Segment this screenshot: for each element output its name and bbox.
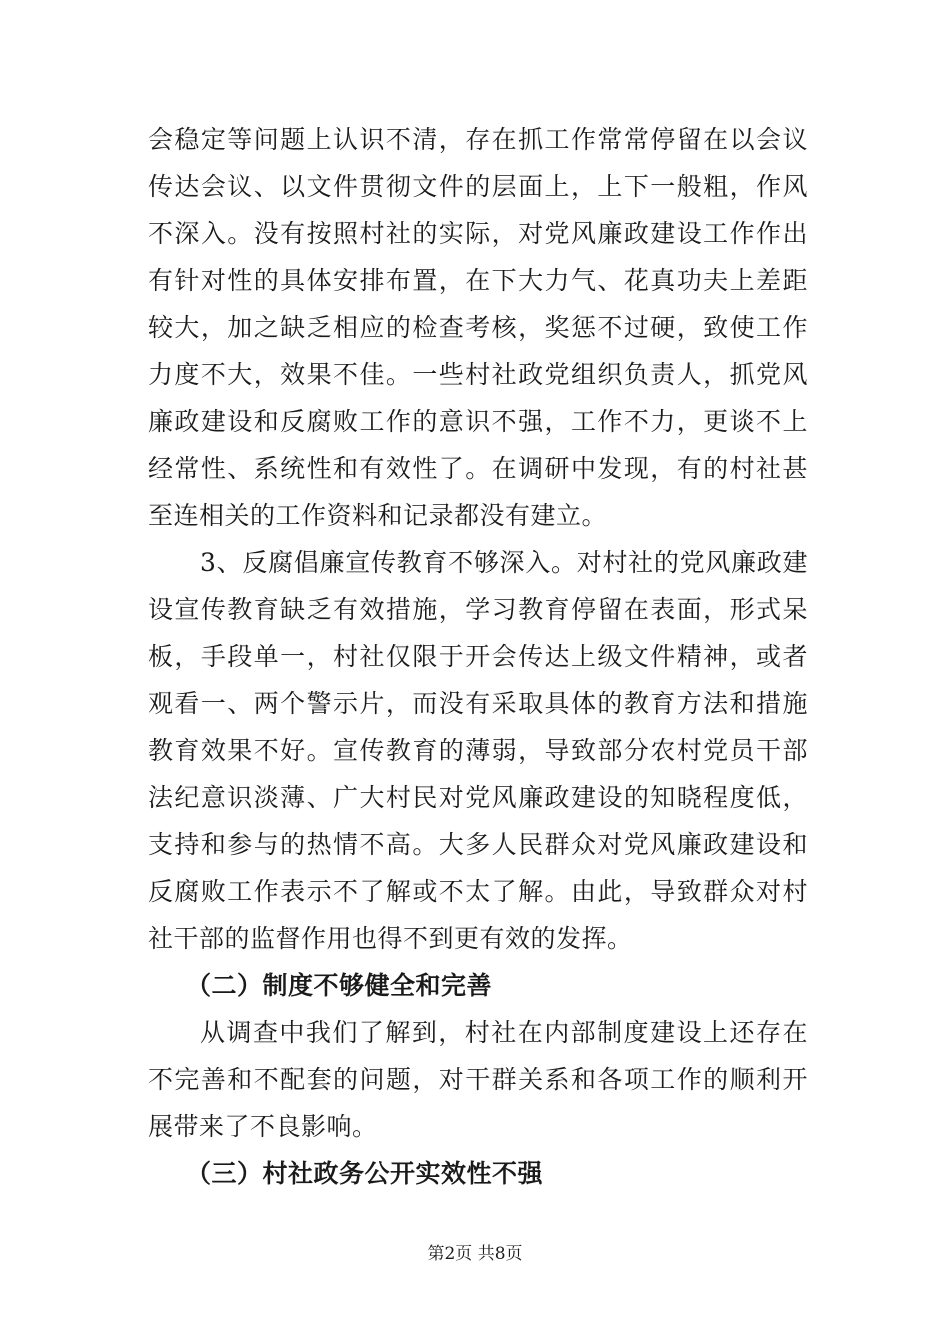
paragraph-2-line-3: 板，手段单一，村社仅限于开会传达上级文件精神，或者	[148, 642, 808, 671]
paragraph-2-line-5: 教育效果不好。宣传教育的薄弱，导致部分农村党员干部	[148, 736, 808, 765]
paragraph-1-line-5: 较大，加之缺乏相应的检查考核，奖惩不过硬，致使工作	[148, 313, 808, 342]
section-heading-2: （二）制度不够健全和完善	[186, 971, 493, 1000]
paragraph-2-line-1: 3、反腐倡廉宣传教育不够深入。对村社的党风廉政建	[200, 548, 808, 577]
paragraph-3-line-1: 从调查中我们了解到，村社在内部制度建设上还存在	[200, 1018, 808, 1047]
paragraph-1-line-4: 有针对性的具体安排布置，在下大力气、花真功夫上差距	[148, 266, 808, 295]
paragraph-1-line-2: 传达会议、以文件贯彻文件的层面上，上下一般粗，作风	[148, 172, 808, 201]
paragraph-1-line-3: 不深入。没有按照村社的实际，对党风廉政建设工作作出	[148, 219, 808, 248]
paragraph-1-line-9: 至连相关的工作资料和记录都没有建立。	[148, 501, 608, 530]
paragraph-2-line-2: 设宣传教育缺乏有效措施，学习教育停留在表面，形式呆	[148, 595, 808, 624]
paragraph-2-line-8: 反腐败工作表示不了解或不太了解。由此，导致群众对村	[148, 877, 808, 906]
paragraph-2-line-4: 观看一、两个警示片，而没有采取具体的教育方法和措施	[148, 689, 808, 718]
paragraph-1-line-6: 力度不大，效果不佳。一些村社政党组织负责人，抓党风	[148, 360, 808, 389]
paragraph-1-line-7: 廉政建设和反腐败工作的意识不强，工作不力，更谈不上	[148, 407, 808, 436]
paragraph-2-line-7: 支持和参与的热情不高。大多人民群众对党风廉政建设和	[148, 830, 808, 859]
section-heading-3: （三）村社政务公开实效性不强	[186, 1159, 544, 1188]
paragraph-3-line-3: 展带来了不良影响。	[148, 1112, 378, 1141]
paragraph-2-line-6: 法纪意识淡薄、广大村民对党风廉政建设的知晓程度低，	[148, 783, 808, 812]
paragraph-1-line-1: 会稳定等问题上认识不清，存在抓工作常常停留在以会议	[148, 125, 808, 154]
paragraph-2-line-9: 社干部的监督作用也得不到更有效的发挥。	[148, 924, 633, 953]
page-number-footer: 第2页 共8页	[427, 1244, 523, 1264]
paragraph-1-line-8: 经常性、系统性和有效性了。在调研中发现，有的村社甚	[148, 454, 808, 483]
paragraph-3-line-2: 不完善和不配套的问题，对干群关系和各项工作的顺利开	[148, 1065, 808, 1094]
